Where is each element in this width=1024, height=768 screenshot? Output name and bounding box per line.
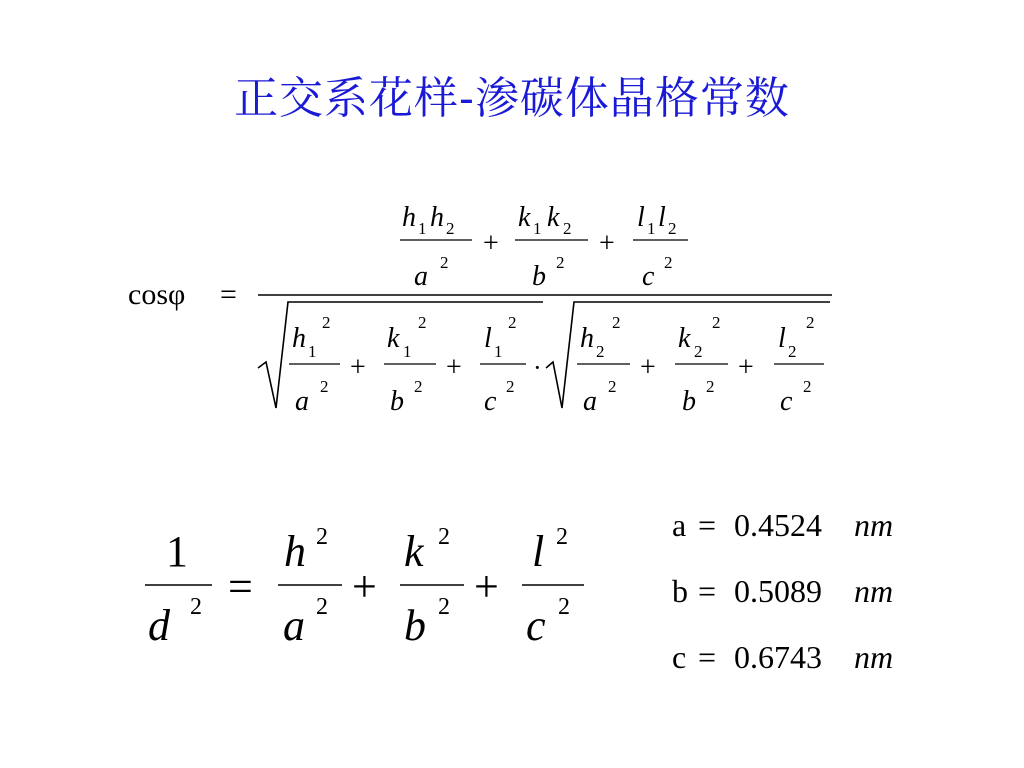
r2-c-exp: 2 [803, 377, 812, 396]
const-c-unit: nm [854, 639, 894, 675]
const-c-value: 0.6743 [734, 639, 822, 675]
r2-a-var: a [583, 386, 597, 417]
d-a-exp: 2 [316, 594, 328, 620]
d-plus-1: + [352, 562, 377, 611]
d-b-var: b [404, 601, 426, 650]
num-plus-2: + [599, 228, 615, 259]
const-a-value: 0.4524 [734, 507, 822, 543]
const-b-value: 0.5089 [734, 573, 822, 609]
num-b-exp: 2 [556, 253, 565, 272]
const-b-unit: nm [854, 573, 894, 609]
r1-plus-2: + [446, 352, 462, 383]
num-k2-sub: 2 [563, 219, 572, 238]
lhs-d-exp: 2 [190, 594, 202, 620]
const-a-equals: = [698, 507, 717, 543]
num-l1-sub: 1 [647, 219, 656, 238]
lattice-constant-a [672, 507, 893, 543]
num-l2-sub: 2 [668, 219, 677, 238]
r1-b-exp: 2 [414, 377, 423, 396]
const-b-name: b [672, 573, 688, 609]
d-k-var: k [404, 527, 424, 576]
num-l1-var: l [637, 202, 645, 233]
r1-a-exp: 2 [320, 377, 329, 396]
d-k-sup: 2 [438, 524, 450, 550]
const-c-name: c [672, 639, 687, 675]
num-h1-var: h [402, 202, 416, 233]
r1-k-var: k [387, 323, 400, 354]
d-l-sup: 2 [556, 524, 568, 550]
r2-k-sub: 2 [694, 342, 703, 361]
num-a-var: a [414, 261, 428, 292]
num-k1-var: k [518, 202, 531, 233]
r2-h-sup: 2 [612, 313, 621, 332]
r2-l-sub: 2 [788, 342, 797, 361]
num-l2-var: l [658, 202, 666, 233]
r2-plus-1: + [640, 352, 656, 383]
num-b-var: b [532, 261, 546, 292]
num-c-var: c [642, 261, 655, 292]
r1-b-var: b [390, 386, 404, 417]
lhs-d-var: d [148, 601, 170, 650]
r2-l-sup: 2 [806, 313, 815, 332]
r2-k-sup: 2 [712, 313, 721, 332]
r2-h-var: h [580, 323, 594, 354]
num-a-exp: 2 [440, 253, 449, 272]
num-h2-var: h [430, 202, 444, 233]
lattice-constant-c [672, 639, 893, 675]
d-plus-2: + [474, 562, 499, 611]
r2-b-exp: 2 [706, 377, 715, 396]
r1-c-exp: 2 [506, 377, 515, 396]
cos-phi-lhs: cosφ [128, 278, 186, 311]
r1-k-sup: 2 [418, 313, 427, 332]
r2-b-var: b [682, 386, 696, 417]
r1-l-sub: 1 [494, 342, 503, 361]
r1-l-var: l [484, 323, 492, 354]
const-a-name: a [672, 507, 687, 543]
r1-c-var: c [484, 386, 497, 417]
r2-l-var: l [778, 323, 786, 354]
lattice-constant-b [672, 573, 893, 609]
r2-k-var: k [678, 323, 691, 354]
num-h2-sub: 2 [446, 219, 455, 238]
num-k2-var: k [547, 202, 560, 233]
cos-phi-equals: = [220, 278, 237, 311]
r2-plus-2: + [738, 352, 754, 383]
r2-c-var: c [780, 386, 793, 417]
r2-h-sub: 2 [596, 342, 605, 361]
d-l-var: l [532, 527, 545, 576]
d-c-var: c [526, 601, 546, 650]
const-c-equals: = [698, 639, 717, 675]
d-a-var: a [283, 601, 305, 650]
lhs-one: 1 [166, 527, 188, 576]
const-a-unit: nm [854, 507, 894, 543]
slide-title: 正交系花样-渗碳体晶格常数 [234, 73, 790, 124]
num-plus-1: + [483, 228, 499, 259]
d-b-exp: 2 [438, 594, 450, 620]
r1-a-var: a [295, 386, 309, 417]
r1-h-sup: 2 [322, 313, 331, 332]
num-c-exp: 2 [664, 253, 673, 272]
d-equals: = [228, 562, 253, 611]
r1-h-var: h [292, 323, 306, 354]
const-b-equals: = [698, 573, 717, 609]
num-h1-sub: 1 [418, 219, 427, 238]
num-k1-sub: 1 [533, 219, 542, 238]
d-c-exp: 2 [558, 594, 570, 620]
r1-k-sub: 1 [403, 342, 412, 361]
r2-a-exp: 2 [608, 377, 617, 396]
root-product-dot: · [533, 353, 542, 382]
r1-h-sub: 1 [308, 342, 317, 361]
d-h-sup: 2 [316, 524, 328, 550]
r1-l-sup: 2 [508, 313, 517, 332]
d-h-var: h [284, 527, 306, 576]
r1-plus-1: + [350, 352, 366, 383]
